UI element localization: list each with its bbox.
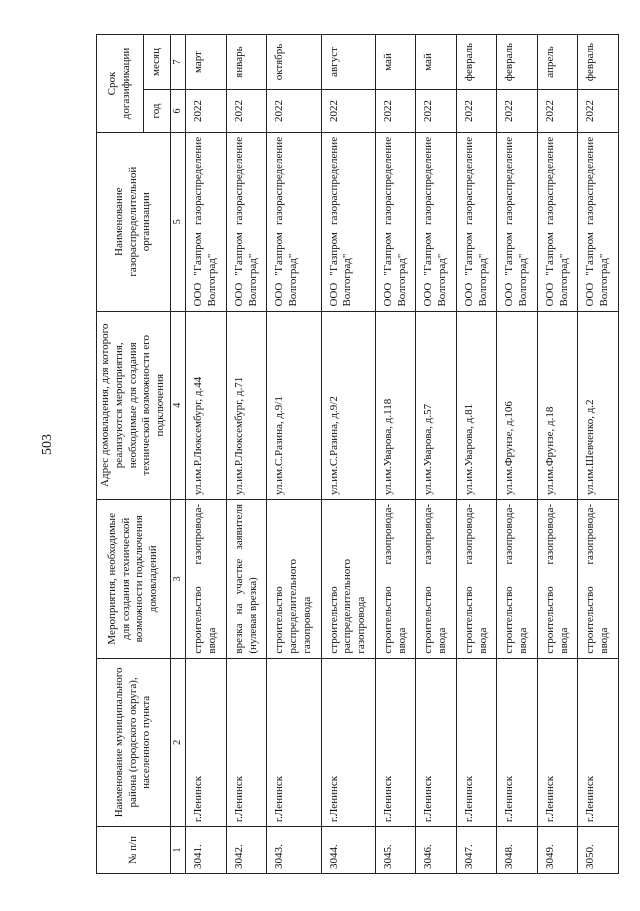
- header-address: Адрес домовладения, для которого реализуются мероприятия, необходимые для создания технической возможности его подключения: [97, 311, 171, 499]
- table-row: [578, 35, 619, 874]
- row-number: 3043.: [267, 827, 321, 874]
- row-address: ул.им.Уварова, д.118: [375, 311, 416, 499]
- row-address: ул.им.Р.Люксембург, д.44: [186, 311, 227, 499]
- row-address: ул.им.С.Разина, д.9/2: [321, 311, 375, 499]
- column-number: 5: [170, 132, 186, 311]
- row-organization: ООО "Газпром газораспределение Волгоград": [456, 132, 497, 311]
- table-row: [226, 35, 267, 874]
- row-place: г.Ленинск: [578, 658, 619, 826]
- row-month: март: [186, 35, 227, 90]
- row-year: 2022: [456, 90, 497, 133]
- column-number: 6: [170, 90, 186, 133]
- row-number: 3045.: [375, 827, 416, 874]
- row-number: 3042.: [226, 827, 267, 874]
- row-measure: врезка на участке заявителя (нулевая врезка): [226, 499, 267, 658]
- table-row: [497, 35, 538, 874]
- header-place: Наименование муниципального района (городского округа), населенного пункта: [97, 658, 171, 826]
- row-number: 3049.: [537, 827, 578, 874]
- row-year: 2022: [186, 90, 227, 133]
- table-row: [456, 35, 497, 874]
- row-year: 2022: [375, 90, 416, 133]
- row-number: 3048.: [497, 827, 538, 874]
- row-year: 2022: [578, 90, 619, 133]
- row-month: август: [321, 35, 375, 90]
- row-year: 2022: [321, 90, 375, 133]
- row-place: г.Ленинск: [375, 658, 416, 826]
- row-place: г.Ленинск: [537, 658, 578, 826]
- row-address: ул.им.Фрунзе, д.106: [497, 311, 538, 499]
- row-address: ул.им.Р.Люксембург, д.71: [226, 311, 267, 499]
- row-number: 3046.: [416, 827, 457, 874]
- header-row-1: [97, 35, 144, 874]
- column-number: 3: [170, 499, 186, 658]
- table-header: [97, 35, 186, 874]
- column-number: 4: [170, 311, 186, 499]
- table-row: [416, 35, 457, 874]
- row-number: 3047.: [456, 827, 497, 874]
- page-number: 503: [40, 434, 55, 455]
- row-year: 2022: [416, 90, 457, 133]
- row-measure: строительство газопровода-ввода: [456, 499, 497, 658]
- column-number: 7: [170, 35, 186, 90]
- header-year: год: [143, 90, 170, 133]
- row-place: г.Ленинск: [456, 658, 497, 826]
- row-measure: строительство газопровода-ввода: [497, 499, 538, 658]
- header-organization: Наименование газораспределительной организации: [97, 132, 171, 311]
- table-body: [186, 35, 619, 874]
- row-month: апрель: [537, 35, 578, 90]
- row-address: ул.им.Шевченко, д.2: [578, 311, 619, 499]
- row-measure: строительство газопровода-ввода: [537, 499, 578, 658]
- gasification-table: [96, 34, 619, 874]
- row-place: г.Ленинск: [321, 658, 375, 826]
- row-organization: ООО "Газпром газораспределение Волгоград": [267, 132, 321, 311]
- row-organization: ООО "Газпром газораспределение Волгоград": [226, 132, 267, 311]
- row-number: 3044.: [321, 827, 375, 874]
- row-measure: строительство газопровода-ввода: [416, 499, 457, 658]
- row-month: октябрь: [267, 35, 321, 90]
- column-number: 2: [170, 658, 186, 826]
- row-place: г.Ленинск: [416, 658, 457, 826]
- row-organization: ООО "Газпром газораспределение Волгоград": [497, 132, 538, 311]
- row-measure: строительство распределительного газопровода: [267, 499, 321, 658]
- row-place: г.Ленинск: [186, 658, 227, 826]
- table-row: [267, 35, 321, 874]
- row-month: февраль: [578, 35, 619, 90]
- row-number: 3050.: [578, 827, 619, 874]
- table-row: [537, 35, 578, 874]
- row-month: январь: [226, 35, 267, 90]
- row-address: ул.им.С.Разина, д.9/1: [267, 311, 321, 499]
- row-address: ул.им.Уварова, д.57: [416, 311, 457, 499]
- row-month: февраль: [456, 35, 497, 90]
- table-row: [186, 35, 227, 874]
- row-organization: ООО "Газпром газораспределение Волгоград": [416, 132, 457, 311]
- row-measure: строительство газопровода-ввода: [578, 499, 619, 658]
- column-number-row: [170, 35, 186, 874]
- row-address: ул.им.Фрунзе, д.18: [537, 311, 578, 499]
- header-number: № п/п: [97, 827, 171, 874]
- header-month: месяц: [143, 35, 170, 90]
- column-number: 1: [170, 827, 186, 874]
- row-measure: строительство газопровода-ввода: [186, 499, 227, 658]
- row-month: май: [416, 35, 457, 90]
- table-row: [321, 35, 375, 874]
- row-year: 2022: [497, 90, 538, 133]
- row-year: 2022: [537, 90, 578, 133]
- row-place: г.Ленинск: [497, 658, 538, 826]
- row-organization: ООО "Газпром газораспределение Волгоград": [321, 132, 375, 311]
- row-month: февраль: [497, 35, 538, 90]
- row-organization: ООО "Газпром газораспределение Волгоград": [578, 132, 619, 311]
- header-deadline: Срок догазификации: [97, 35, 144, 133]
- row-organization: ООО "Газпром газораспределение Волгоград": [537, 132, 578, 311]
- row-number: 3041.: [186, 827, 227, 874]
- row-place: г.Ленинск: [226, 658, 267, 826]
- row-year: 2022: [226, 90, 267, 133]
- row-measure: строительство газопровода-ввода: [375, 499, 416, 658]
- row-measure: строительство распределительного газопровода: [321, 499, 375, 658]
- row-year: 2022: [267, 90, 321, 133]
- rotated-table-container: [96, 34, 610, 874]
- row-place: г.Ленинск: [267, 658, 321, 826]
- row-organization: ООО "Газпром газораспределение Волгоград": [186, 132, 227, 311]
- row-organization: ООО "Газпром газораспределение Волгоград": [375, 132, 416, 311]
- table-row: [375, 35, 416, 874]
- row-month: май: [375, 35, 416, 90]
- header-measure: Мероприятия, необходимые для создания технической возможности подключения домовладений: [97, 499, 171, 658]
- row-address: ул.им.Уварова, д.81: [456, 311, 497, 499]
